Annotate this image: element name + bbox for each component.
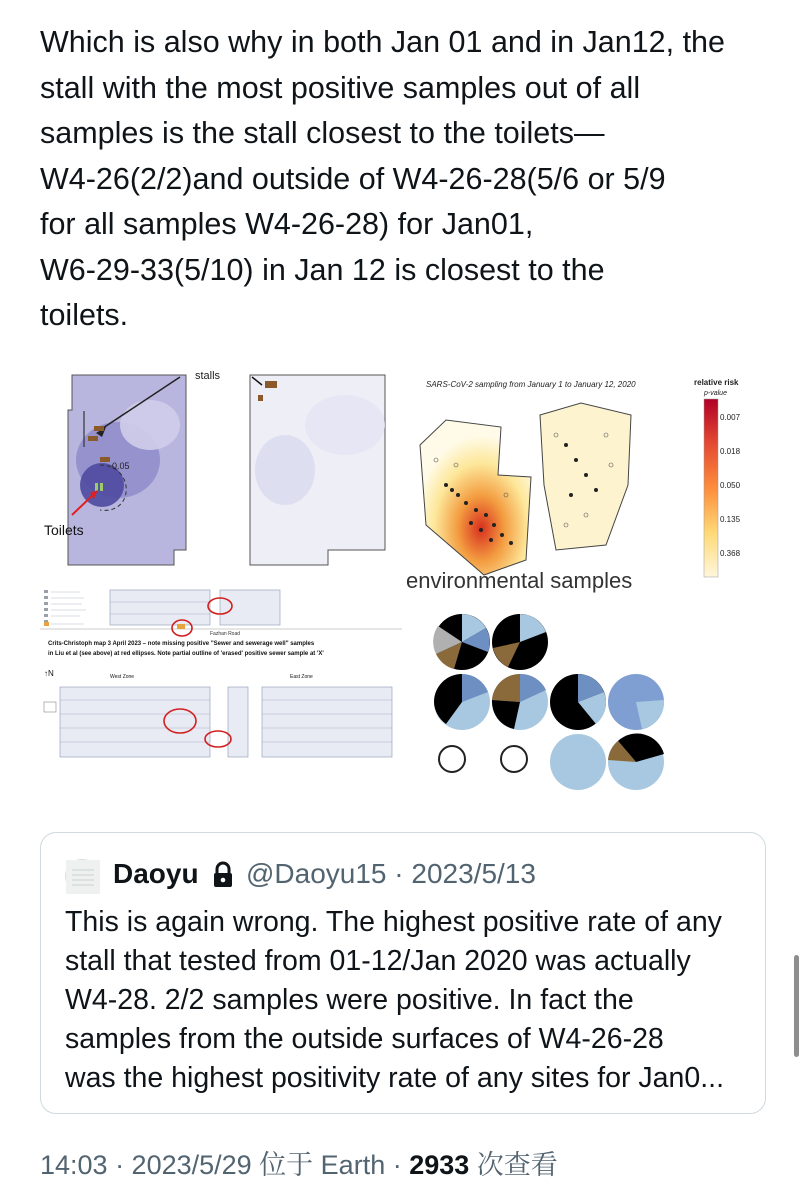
quoted-author-name[interactable]: Daoyu	[113, 858, 199, 889]
pie	[434, 674, 490, 730]
contour-label: 0.05	[112, 461, 130, 471]
image-market-map[interactable]	[40, 582, 402, 793]
view-count[interactable]: 2933	[409, 1150, 470, 1180]
west-zone-label: West Zone	[110, 674, 135, 680]
pie	[608, 674, 664, 730]
quoted-tweet[interactable]	[40, 832, 766, 1114]
scrollbar-thumb[interactable]	[794, 955, 799, 1057]
pies-header: environmental samples	[406, 568, 633, 593]
quoted-tweet-text: This is again wrong. The highest positive rate of any stall that tested from 01-12/Jan 2020 was actually W4-28. 2/2 samples were positive. In fact the samples from the outside surfaces of W4-26-28 was the highest positivity rate of any sites for Jan0...	[65, 906, 724, 1094]
quoted-handle-date: @Daoyu15 · 2023/5/13	[246, 858, 536, 889]
lock-icon	[211, 861, 235, 894]
legend-title: relative risk	[694, 378, 739, 387]
pie	[550, 734, 606, 790]
legend-tick: 0.050	[720, 481, 741, 490]
stalls-header: stalls	[195, 370, 221, 382]
image-contour-map[interactable]	[40, 365, 402, 578]
image-heatmap[interactable]	[406, 365, 770, 578]
heatmap-title: SARS-CoV-2 sampling from January 1 to January 12, 2020	[426, 380, 636, 389]
avatar[interactable]	[65, 859, 99, 893]
pie	[550, 674, 606, 730]
pie	[608, 734, 664, 790]
pie-empty	[501, 746, 527, 772]
pie	[492, 674, 548, 730]
road-label: Fazhan Road	[210, 631, 241, 637]
legend-subtitle: p-value	[704, 390, 727, 397]
legend-tick: 0.135	[720, 515, 741, 524]
map-caption-line1: Crits-Christoph map 3 April 2023 – note missing positive "Sewer and sewerage well" samples	[48, 641, 315, 647]
legend-tick: 0.018	[720, 447, 741, 456]
tweet-text: Which is also why in both Jan 01 and in Jan12, the stall with the most positive samples out of all samples is the stall closest to the toilets— W4-26(2/2)and outside of W4-26-28(5/6 or 5/9 for all samples W4-26-28) for Jan01, W6-29-33(5/10) in Jan 12 is closest to the toilets.	[40, 25, 725, 332]
pie-empty	[439, 746, 465, 772]
image-pie-charts[interactable]	[406, 568, 770, 793]
tweet-meta	[40, 1143, 558, 1182]
pie	[492, 614, 548, 670]
media-grid[interactable]	[40, 365, 770, 793]
view-count-suffix: 次查看	[469, 1150, 558, 1180]
tweet-timestamp[interactable]: 14:03 · 2023/5/29 位于 Earth ·	[40, 1150, 410, 1180]
north-arrow: ↑N	[44, 669, 54, 678]
toilets-label: Toilets	[44, 522, 84, 538]
east-zone-label: East Zone	[290, 674, 313, 680]
map-caption-line2: in Liu et al (see above) at red ellipses. Note partial outline of 'erased' positive sewer sample at 'X'	[48, 651, 324, 657]
legend-tick: 0.368	[720, 549, 741, 558]
legend-tick: 0.007	[720, 413, 741, 422]
